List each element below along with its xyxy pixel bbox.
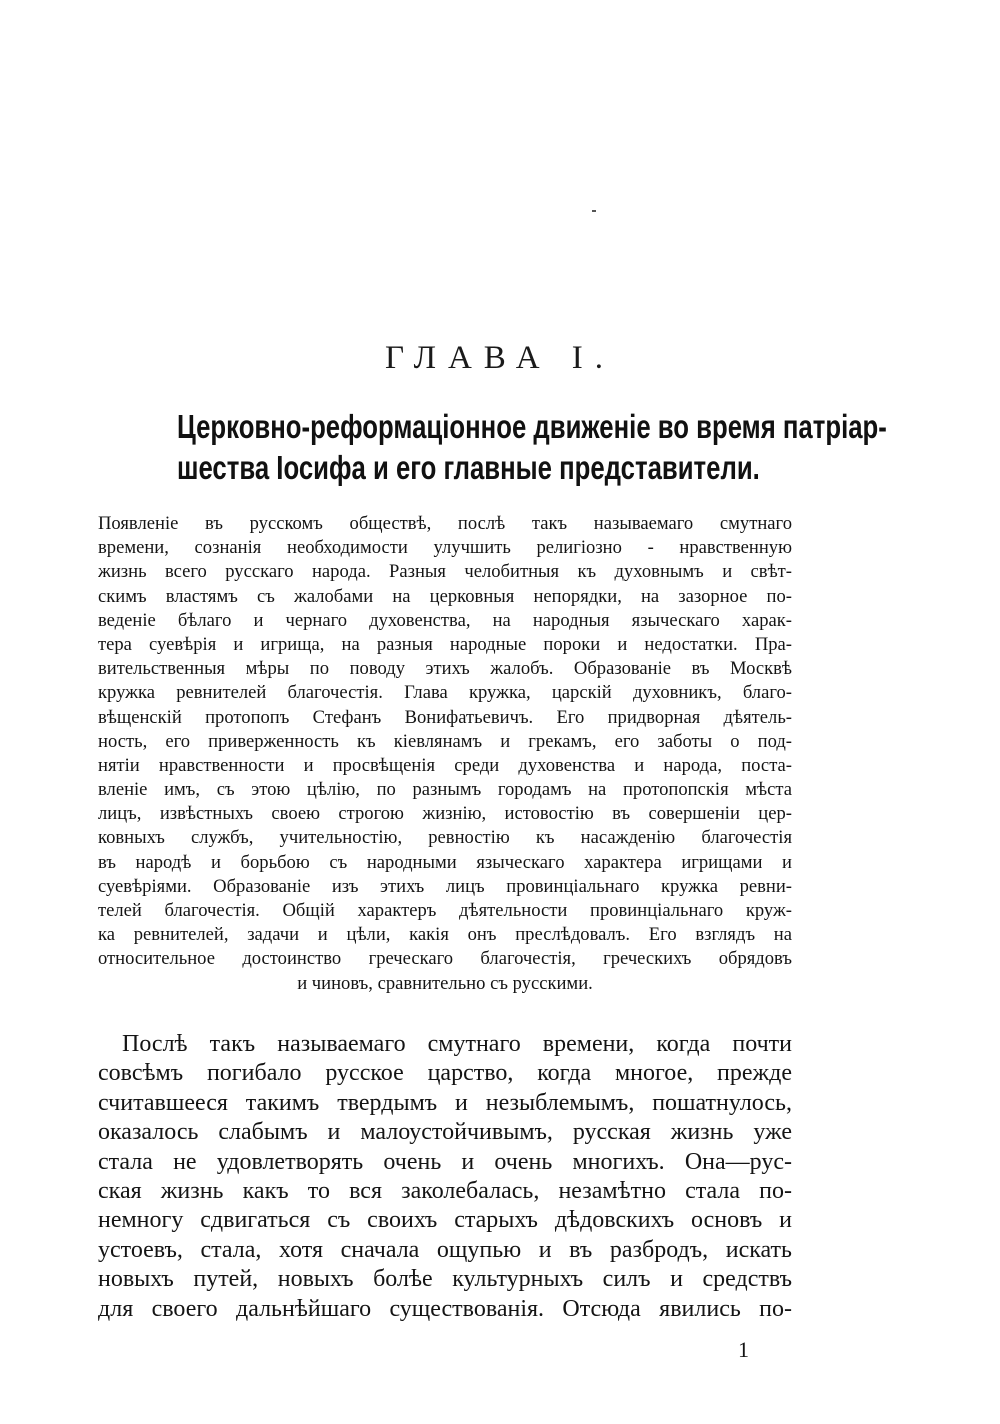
body-line: для своего дальнѣйшаго существованія. Отсюда явились по- <box>98 1295 792 1322</box>
chapter-heading: ГЛАВА I. <box>384 340 616 376</box>
summary-line: относительное достоинство греческаго благочестія, греческихъ обрядовъ <box>98 948 792 970</box>
ink-speck <box>592 210 596 212</box>
summary-line: ность, его приверженность къ кіевлянамъ и грекамъ, его заботы о под- <box>98 730 792 752</box>
body-line: стала не удовлетворять очень и очень многихъ. Она—рус- <box>98 1148 792 1175</box>
chapter-title-line: Церковно-реформаціонное движеніе во время патріар- <box>177 408 887 445</box>
summary-line: ка ревнителей, задачи и цѣли, какія онъ преслѣдовалъ. Его взглядъ на <box>98 924 792 946</box>
chapter-title <box>177 406 887 488</box>
summary-line: въ народѣ и борьбою съ народными языческаго характера игрищами и <box>98 851 792 873</box>
summary-line: телей благочестія. Общій характеръ дѣятельности провинціальнаго круж- <box>98 900 792 921</box>
summary-line: суевѣріями. Образованіе изъ этихъ лицъ провинціальнаго кружка ревни- <box>98 875 792 897</box>
body-line: считавшееся такимъ твердымъ и незыблемымъ, пошатнулось, <box>98 1089 792 1116</box>
body-line: совсѣмъ погибало русское царство, когда многое, прежде <box>98 1060 792 1087</box>
summary-line: вительственныя мѣры по поводу этихъ жалобъ. Образованіе въ Москвѣ <box>98 658 792 680</box>
summary-line: кружка ревнителей благочестія. Глава кружка, царскій духовникъ, благо- <box>98 682 792 704</box>
body-paragraph <box>98 1030 792 1324</box>
body-line: оказалось слабымъ и малоустойчивымъ, русская жизнь уже <box>98 1119 792 1146</box>
body-line: ская жизнь какъ то вся заколебалась, незамѣтно стала по- <box>98 1177 792 1204</box>
summary-line: тера суевѣрія и игрища, на разныя народные пороки и недостатки. Пра- <box>98 633 792 655</box>
summary-line: вленіе имъ, съ этою цѣлію, по разнымъ городамъ на протопопскія мѣста <box>98 779 792 801</box>
body-line: Послѣ такъ называемаго смутнаго времени, когда почти <box>122 1031 792 1057</box>
summary-line: времени, сознанія необходимости улучшить религіозно - нравственную <box>98 537 792 559</box>
summary-line: вѣщенскій протопопъ Стефанъ Вонифатьевичъ. Его придворная дѣятель- <box>98 706 792 728</box>
chapter-title-line: шества Іосифа и его главные представители. <box>177 449 760 486</box>
summary-line: скимъ властямъ съ жалобами на церковныя непорядки, на зазорное по- <box>98 585 792 607</box>
body-line: немногу сдвигаться съ своихъ старыхъ дѣдовскихъ основъ и <box>98 1207 792 1234</box>
chapter-summary <box>98 512 792 996</box>
summary-line: нятіи нравственности и просвѣщенія среди духовенства и народа, поста- <box>98 754 792 776</box>
summary-line: Появленіе въ русскомъ обществѣ, послѣ такъ называемаго смутнаго <box>98 513 792 534</box>
summary-line: и чиновъ, сравнительно съ русскими. <box>297 972 593 994</box>
body-line: новыхъ путей, новыхъ болѣе культурныхъ силъ и средствъ <box>98 1266 792 1293</box>
body-line: устоевъ, стала, хотя сначала ощупью и въ разбродъ, искать <box>98 1236 792 1263</box>
page-number: 1 <box>738 1337 749 1362</box>
summary-line: веденіе бѣлаго и чернаго духовенства, на народныя языческаго харак- <box>98 609 792 631</box>
summary-line: ковныхъ службъ, учительностію, ревностію къ насажденію благочестія <box>98 827 792 849</box>
summary-line: лицъ, извѣстныхъ своею строгою жизнію, истовостію въ совершеніи цер- <box>98 803 792 825</box>
summary-line: жизнь всего русскаго народа. Разныя челобитныя къ духовнымъ и свѣт- <box>98 561 792 583</box>
